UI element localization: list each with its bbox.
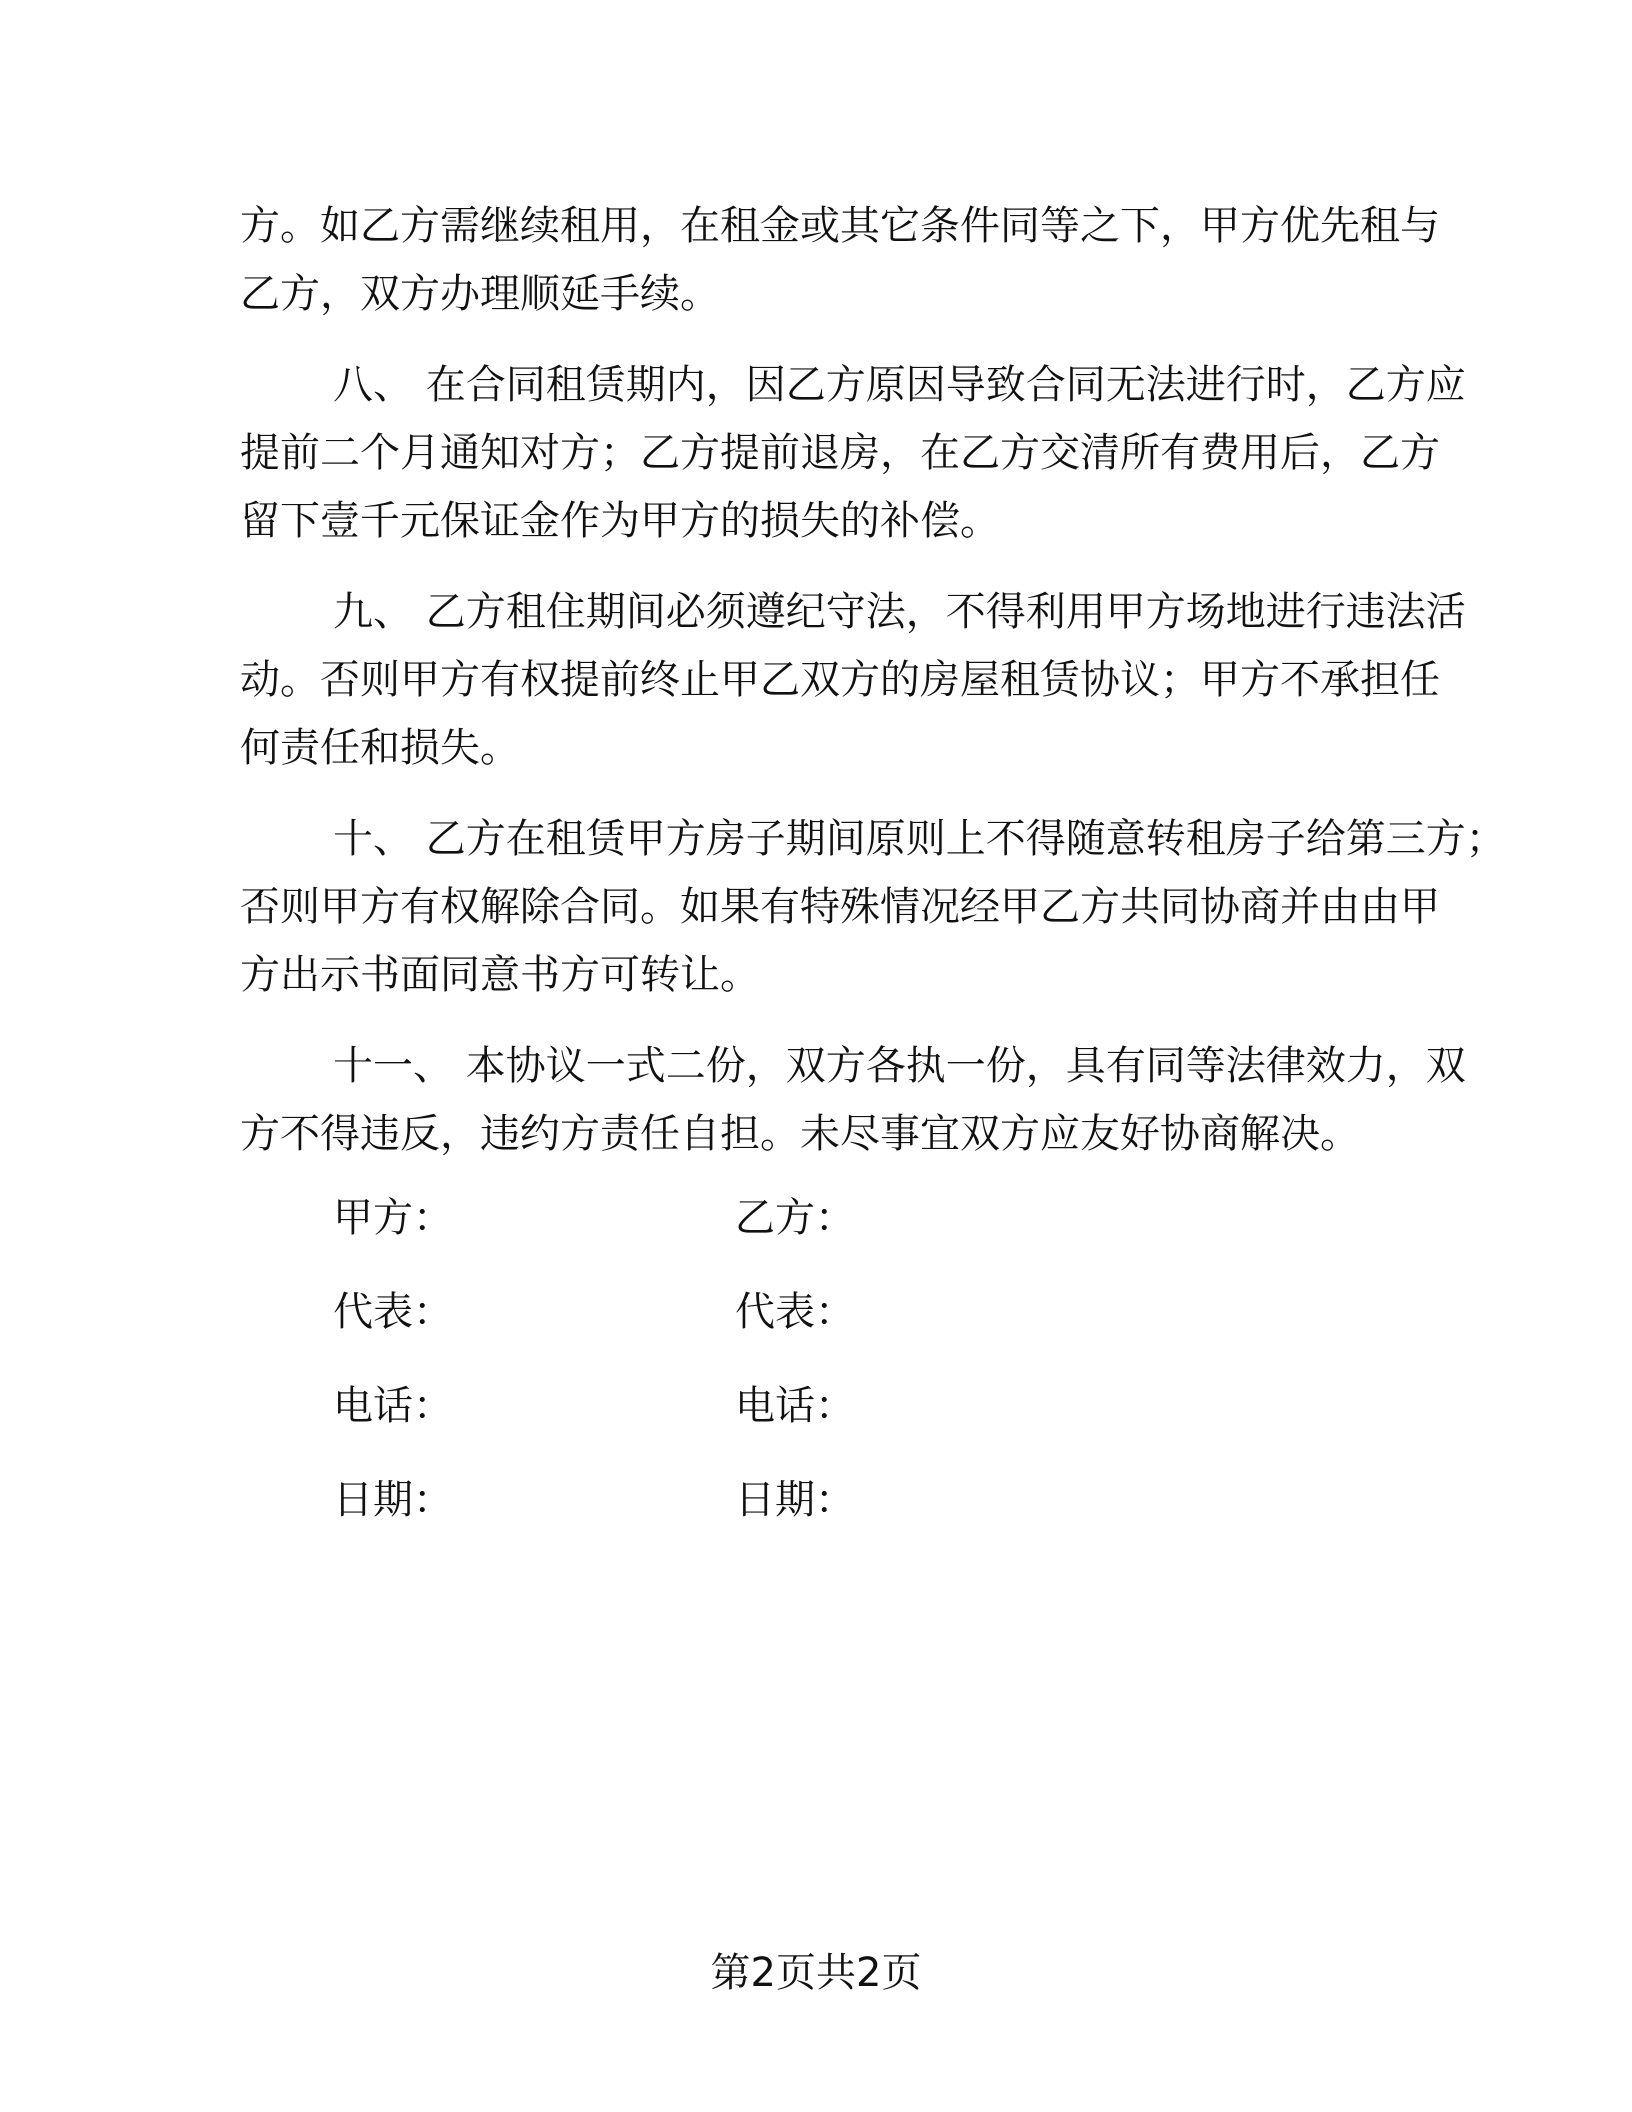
clause-11 <box>240 1032 1466 1168</box>
party-b-phone-label: 电话： <box>735 1383 855 1429</box>
clause-heading-line: 十、 乙方在租赁甲方房子期间原则上不得随意转租房子给第三方； <box>333 816 1506 862</box>
text-line: 何责任和损失。 <box>240 725 520 771</box>
clause-8 <box>240 351 1466 555</box>
party-a-representative-label: 代表： <box>333 1289 453 1335</box>
continued-clause <box>240 192 1440 328</box>
contract-body <box>240 192 1506 1168</box>
text-line: 方。如乙方需继续租用，在租金或其它条件同等之下，甲方优先租与 <box>240 203 1440 249</box>
party-a-label: 甲方： <box>333 1195 453 1241</box>
signature-row-party <box>333 1188 1233 1282</box>
page-number: 第2页共2页 <box>710 1950 922 1996</box>
clause-9 <box>240 578 1466 782</box>
text-line: 方不得违反，违约方责任自担。未尽事宜双方应友好协商解决。 <box>240 1111 1360 1157</box>
signature-block <box>333 1188 1233 1564</box>
party-b-representative-label: 代表： <box>735 1289 855 1335</box>
signature-row-phone <box>333 1376 1233 1470</box>
party-a-date-label: 日期： <box>333 1477 453 1523</box>
party-b-date-label: 日期： <box>735 1477 855 1523</box>
clause-heading-line: 九、 乙方租住期间必须遵纪守法，不得利用甲方场地进行违法活 <box>333 589 1466 635</box>
text-line: 乙方，双方办理顺延手续。 <box>240 271 720 317</box>
text-line: 否则甲方有权解除合同。如果有特殊情况经甲乙方共同协商并由由甲 <box>240 884 1440 930</box>
text-line: 提前二个月通知对方；乙方提前退房，在乙方交清所有费用后，乙方 <box>240 430 1440 476</box>
party-a-phone-label: 电话： <box>333 1383 453 1429</box>
party-b-label: 乙方： <box>735 1195 855 1241</box>
text-line: 留下壹千元保证金作为甲方的损失的补偿。 <box>240 498 1000 544</box>
text-line: 方出示书面同意书方可转让。 <box>240 952 760 998</box>
signature-row-representative <box>333 1282 1233 1376</box>
clause-heading-line: 八、 在合同租赁期内，因乙方原因导致合同无法进行时，乙方应 <box>333 362 1466 408</box>
clause-10 <box>240 805 1506 1009</box>
signature-row-date <box>333 1470 1233 1564</box>
clause-heading-line: 十一、 本协议一式二份，双方各执一份，具有同等法律效力，双 <box>333 1043 1466 1089</box>
text-line: 动。否则甲方有权提前终止甲乙双方的房屋租赁协议；甲方不承担任 <box>240 657 1440 703</box>
